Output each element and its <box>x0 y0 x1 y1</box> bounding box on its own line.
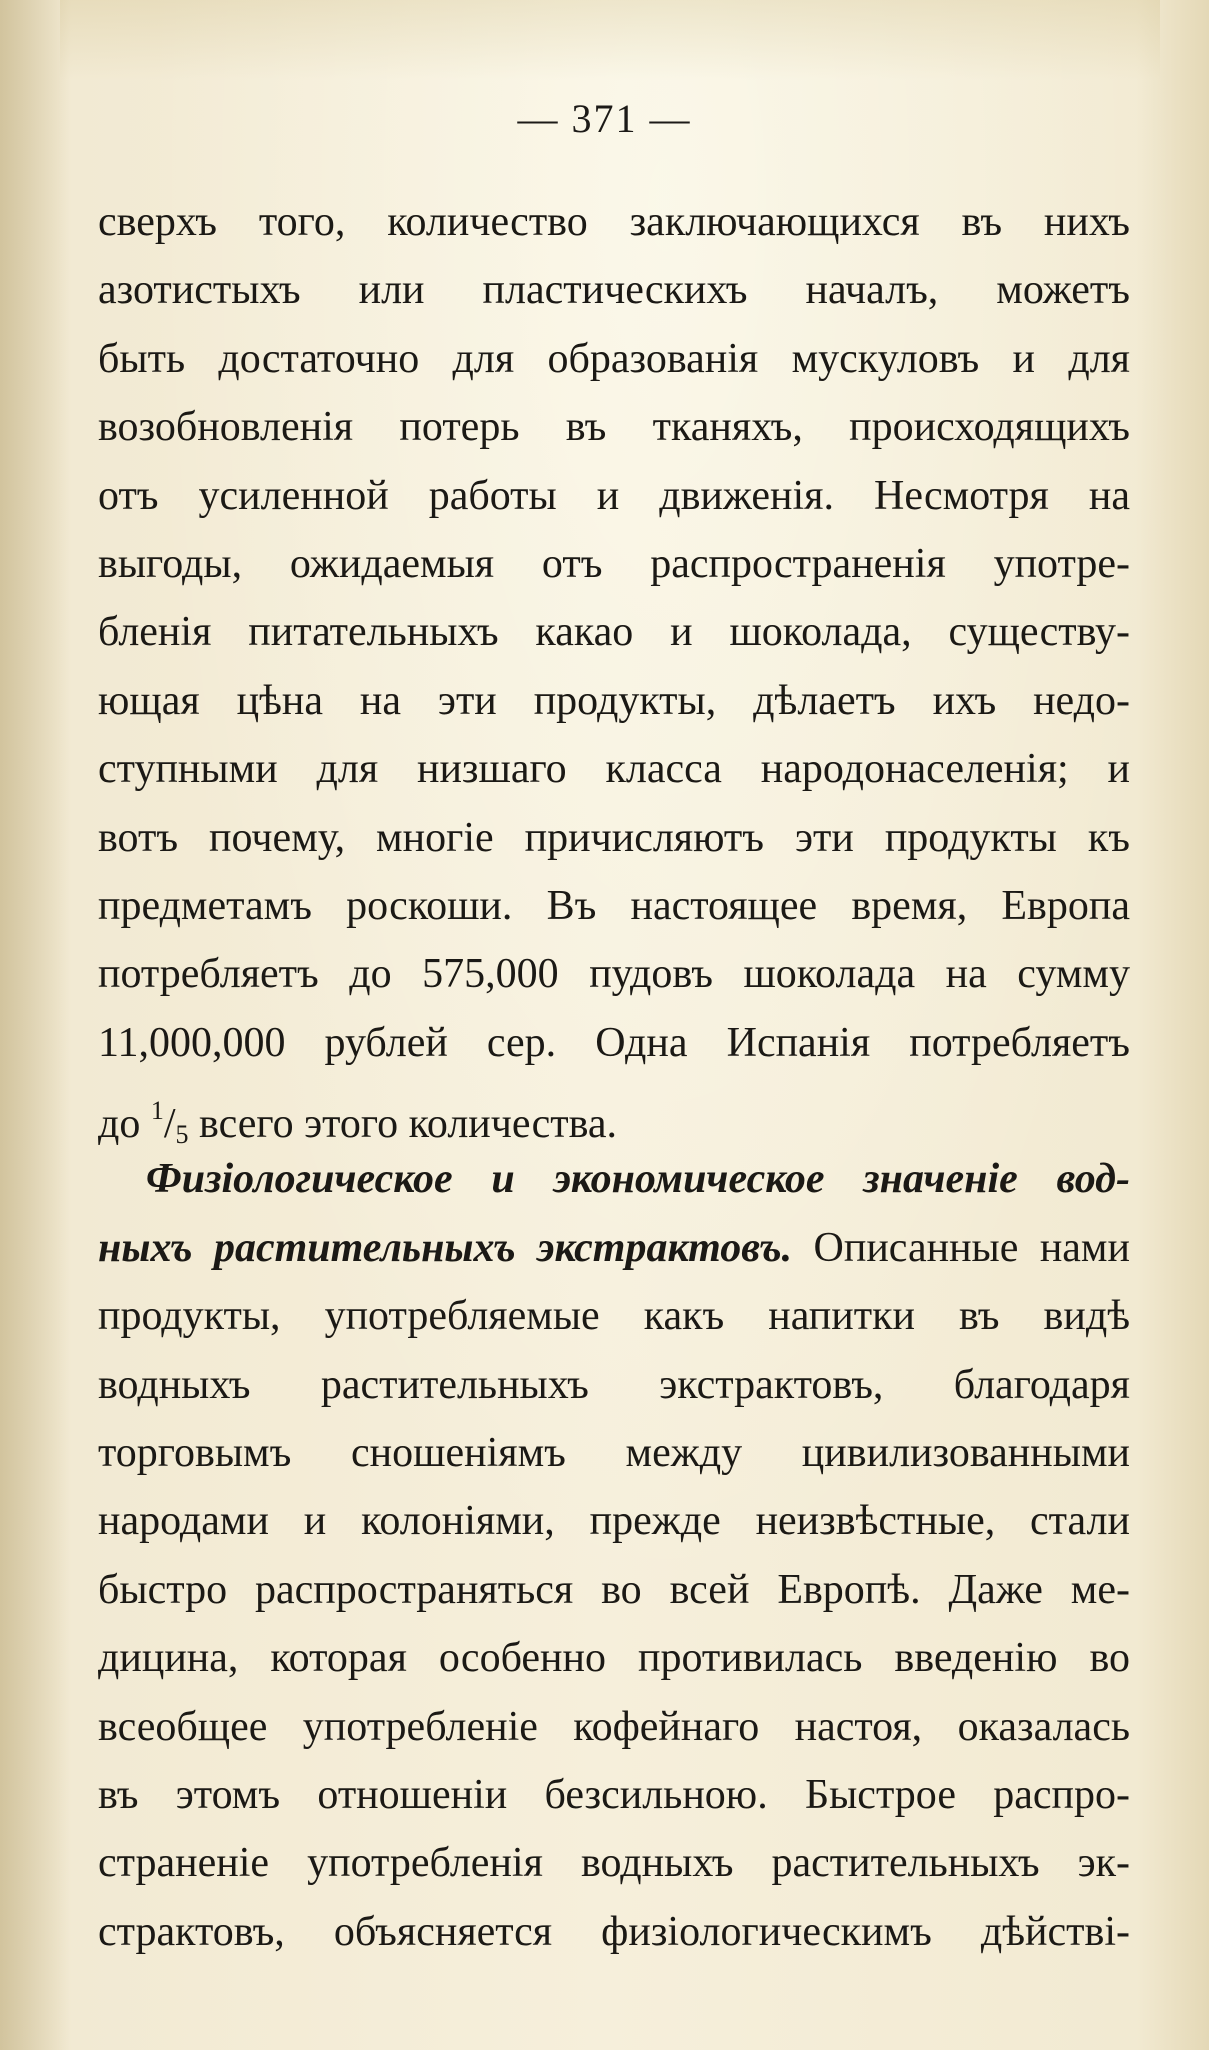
text-line: возобновленія потерь въ тканяхъ, происходящихъ <box>98 404 1130 451</box>
text-line-fraction <box>98 1077 1130 1145</box>
text-line: ступными для низшаго класса народонаселенія; и <box>98 746 1130 793</box>
text-line: продукты, употребляемые какъ напитки въ видѣ <box>98 1293 1130 1340</box>
body-text <box>98 188 1130 1966</box>
fraction-slash: / <box>163 1101 176 1146</box>
page-number: — 371 — <box>517 96 692 141</box>
text-line: предметамъ роскоши. Въ настоящее время, Европа <box>98 882 1130 929</box>
text-line: въ этомъ отношеніи безсильною. Быстрое распро- <box>98 1771 1130 1818</box>
text-line: дицина, которая особенно противилась введенію во <box>98 1635 1130 1682</box>
text-line: сверхъ того, количество заключающихся въ нихъ <box>98 199 1130 245</box>
fraction-numerator: 1 <box>150 1096 164 1126</box>
text-line: отъ усиленной работы и движенія. Несмотря на <box>98 472 1130 519</box>
text-line: страненіе употребленія водныхъ растительныхъ эк- <box>98 1840 1130 1887</box>
text-line: торговымъ сношеніямъ между цивилизованными <box>98 1430 1130 1477</box>
section-heading: Физіологическое и экономическое значеніе вод- <box>146 1156 1130 1203</box>
text-line: азотистыхъ или пластическихъ началъ, можетъ <box>98 267 1130 314</box>
text-line: 11,000,000 рублей сер. Одна Испанія потребляетъ <box>98 1019 1130 1066</box>
page-top-stain <box>60 0 1160 80</box>
heading-following-text: Описанные нами <box>792 1224 1130 1271</box>
fraction-suffix: всего этого количества. <box>188 1101 617 1146</box>
text-line: страктовъ, объясняется физіологическимъ дѣйстві- <box>98 1908 1130 1955</box>
text-line: водныхъ растительныхъ экстрактовъ, благодаря <box>98 1361 1130 1408</box>
fraction-denominator: 5 <box>175 1120 189 1146</box>
text-line: быстро распространяться во всей Европѣ. Даже ме- <box>98 1566 1130 1613</box>
fraction-prefix: до <box>98 1101 151 1146</box>
text-line: потребляетъ до 575,000 пудовъ шоколада на сумму <box>98 951 1130 998</box>
text-line: народами и колоніями, прежде неизвѣстные, стали <box>98 1498 1130 1545</box>
section-heading-continuation: ныхъ растительныхъ экстрактовъ. <box>98 1224 793 1271</box>
text-line: вотъ почему, многіе причисляютъ эти продукты къ <box>98 814 1130 861</box>
text-line: быть достаточно для образованія мускуловъ и для <box>98 335 1130 382</box>
text-line: ющая цѣна на эти продукты, дѣлаетъ ихъ недо- <box>98 677 1130 724</box>
text-line: бленія питательныхъ какао и шоколада, существу- <box>98 609 1130 656</box>
text-line: всеобщее употребленіе кофейнаго настоя, оказалась <box>98 1703 1130 1750</box>
text-line: выгоды, ожидаемыя отъ распространенія употре- <box>98 540 1130 587</box>
page-edge-shadow <box>0 0 70 2050</box>
text-line-heading-continuation <box>98 1214 1130 1282</box>
